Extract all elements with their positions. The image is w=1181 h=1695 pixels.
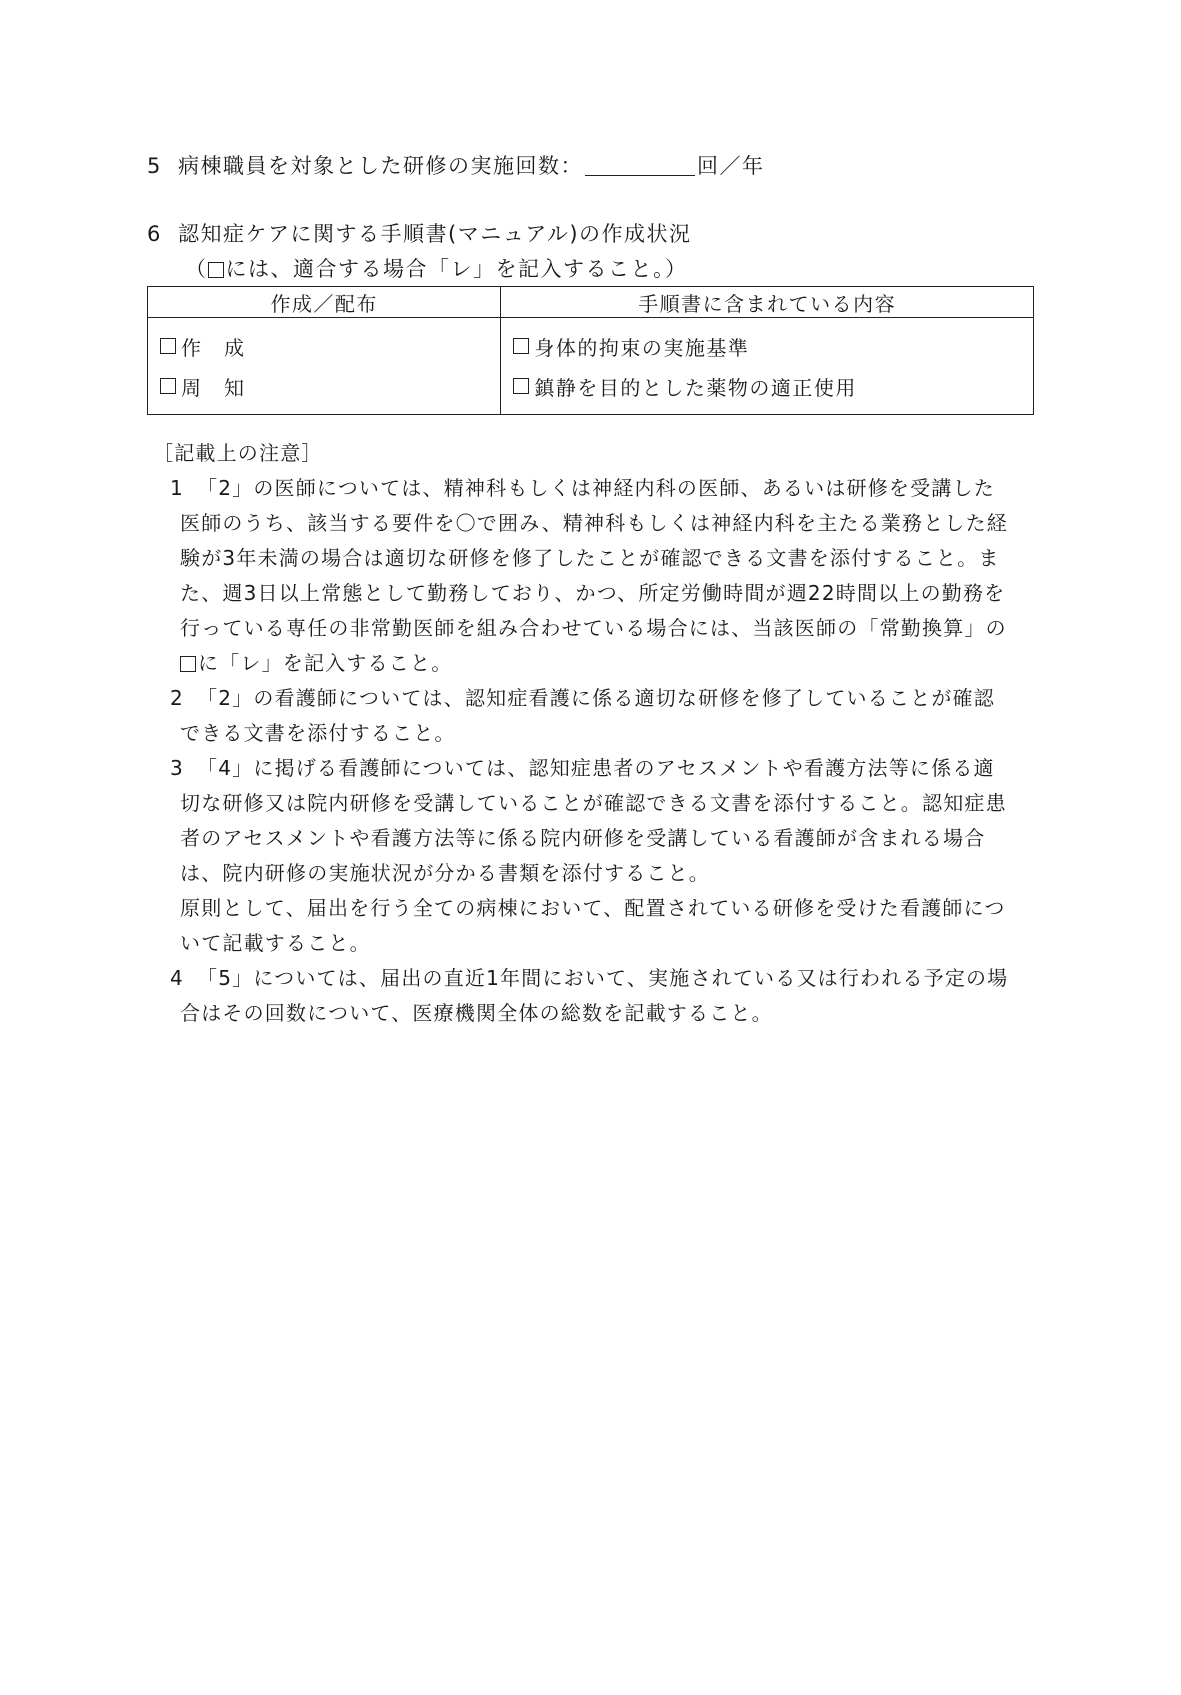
checkbox-symbol-icon	[208, 262, 224, 278]
section-5-unit: 回／年	[697, 154, 765, 178]
section-6-heading	[147, 220, 692, 248]
section-5	[147, 152, 765, 180]
note-line: 者のアセスメントや看護方法等に係る院内研修を受講している看護師が含まれる場合	[180, 826, 986, 850]
option-restraint-criteria	[513, 326, 1021, 366]
note-line	[153, 751, 1008, 786]
section-5-number: 5	[147, 154, 162, 178]
note-item	[153, 751, 1008, 961]
note-text: 「4」に掲げる看護師については、認知症患者のアセスメントや看護方法等に係る適	[197, 756, 995, 780]
note-line	[153, 681, 1008, 716]
note-line: は、院内研修の実施状況が分かる書類を添付すること。	[180, 861, 710, 885]
note-number: 1	[170, 476, 184, 500]
instruction-text: には、適合する場合「レ」を記入すること。）	[225, 257, 688, 281]
training-count-field[interactable]	[585, 155, 695, 176]
table-body-row	[148, 318, 1034, 415]
note-text: に「レ」を記入すること。	[198, 651, 453, 675]
create-distribute-cell	[148, 318, 501, 415]
manual-contents-cell	[501, 318, 1034, 415]
restraint-criteria-checkbox[interactable]	[513, 338, 529, 354]
section-5-label: 病棟職員を対象とした研修の実施回数：	[178, 154, 583, 178]
informed-label: 周 知	[181, 375, 246, 400]
instruction-open-paren: （	[185, 257, 208, 281]
section-6-instruction	[185, 255, 688, 283]
note-text: 「5」については、届出の直近1年間において、実施されている又は行われる予定の場	[197, 966, 1009, 990]
note-line	[153, 471, 1008, 506]
restraint-criteria-label: 身体的拘束の実施基準	[534, 335, 750, 360]
note-line: できる文書を添付すること。	[180, 721, 456, 745]
note-line: 医師のうち、該当する要件を〇で囲み、精神科もしくは神経内科を主たる業務とした経	[180, 511, 1008, 535]
sedative-use-label: 鎮静を目的とした薬物の適正使用	[534, 375, 857, 400]
option-informed	[160, 366, 488, 406]
note-line: いて記載すること。	[180, 931, 371, 955]
note-line: 合はその回数について、医療機関全体の総数を記載すること。	[180, 1001, 773, 1025]
note-item	[153, 681, 1008, 751]
note-number: 3	[170, 756, 184, 780]
note-line: 行っている専任の非常勤医師を組み合わせている場合には、当該医師の「常勤換算」の	[180, 616, 1007, 640]
informed-checkbox[interactable]	[160, 378, 176, 394]
notes-heading: ［記載上の注意］	[153, 441, 323, 465]
section-6-number: 6	[147, 222, 162, 246]
note-line: 原則として、届出を行う全ての病棟において、配置されている研修を受けた看護師につ	[180, 896, 1006, 920]
created-label: 作 成	[181, 335, 246, 360]
note-item	[153, 961, 1008, 1031]
note-line	[153, 646, 1008, 681]
note-line: 験が3年未満の場合は適切な研修を修了したことが確認できる文書を添付すること。ま	[180, 546, 1000, 570]
sedative-use-checkbox[interactable]	[513, 378, 529, 394]
note-line: た、週3日以上常態として勤務しており、かつ、所定労働時間が週22時間以上の勤務を	[180, 581, 1006, 605]
table-header-row	[148, 287, 1034, 318]
note-line: 切な研修又は院内研修を受講していることが確認できる文書を添付すること。認知症患	[180, 791, 1007, 815]
note-number: 4	[170, 966, 184, 990]
manual-status-table	[147, 286, 1034, 415]
header-manual-contents: 手順書に含まれている内容	[501, 287, 1034, 318]
notes-section	[153, 436, 1008, 1031]
note-number: 2	[170, 686, 184, 710]
note-line	[153, 961, 1008, 996]
note-text: 「2」の看護師については、認知症看護に係る適切な研修を修了していることが確認	[197, 686, 995, 710]
section-6-title: 認知症ケアに関する手順書(マニュアル)の作成状況	[178, 222, 692, 246]
created-checkbox[interactable]	[160, 338, 176, 354]
checkbox-symbol-icon	[180, 656, 196, 672]
note-text: 「2」の医師については、精神科もしくは神経内科の医師、あるいは研修を受講した	[197, 476, 995, 500]
header-create-distribute: 作成／配布	[148, 287, 501, 318]
note-item	[153, 471, 1008, 681]
option-sedative-use	[513, 366, 1021, 406]
option-created	[160, 326, 488, 366]
